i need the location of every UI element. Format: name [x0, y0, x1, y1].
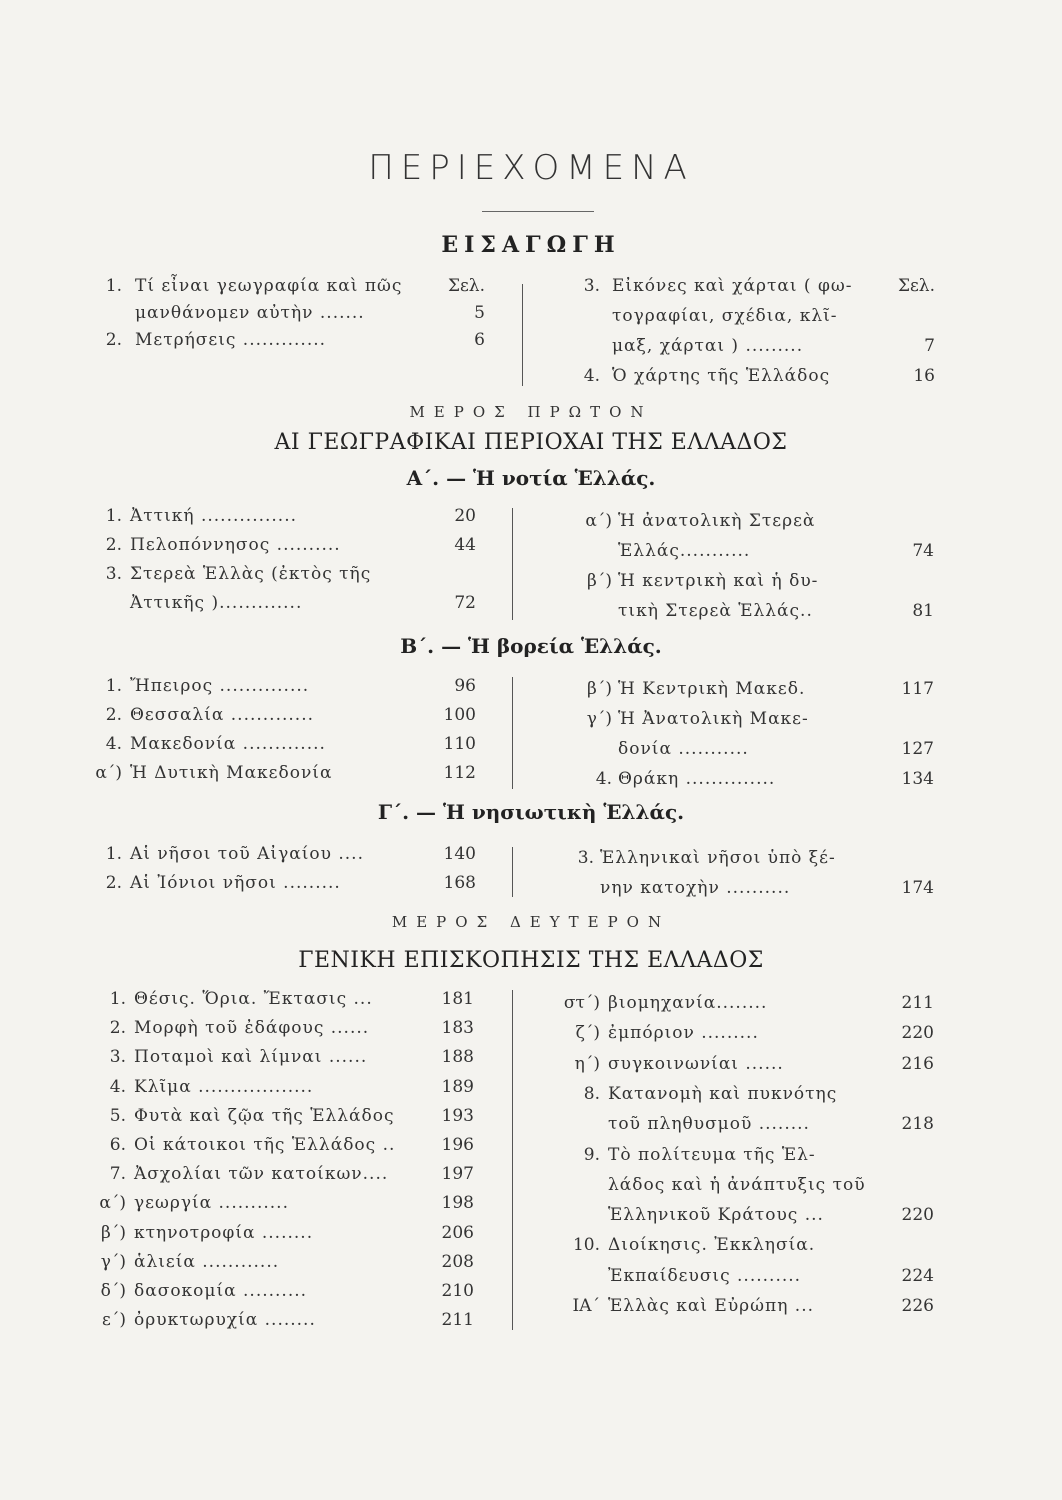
entry-title: Ἡ ἀνατολικὴ Στερεὰ: [618, 511, 816, 531]
entry-page: 96: [454, 676, 476, 696]
entry-number: 1.: [105, 276, 122, 296]
entry-page: 216: [901, 1053, 934, 1074]
entry-number: 9.: [583, 1144, 600, 1165]
entry-title: Αἱ Ἰόνιοι νῆσοι .........: [130, 873, 341, 893]
entry-title: ὀρυκτωρυχία ........: [134, 1310, 316, 1331]
entry-title: Ποταμοὶ καὶ λίμναι ......: [134, 1047, 368, 1068]
entry-number: α΄): [99, 1193, 126, 1214]
entry-page: 127: [901, 739, 934, 759]
entry-page: 197: [441, 1164, 474, 1185]
entry-number: β΄): [587, 571, 612, 591]
entry-page: 134: [901, 769, 934, 789]
entry-page: 112: [443, 763, 476, 783]
entry-number: 4.: [595, 769, 612, 789]
entry-number: 3.: [583, 276, 600, 296]
entry-page: 44: [454, 535, 476, 555]
entry-page: 140: [443, 844, 476, 864]
entry-title: Ἀττική ...............: [130, 506, 298, 526]
entry-page: 7: [924, 336, 935, 356]
entry-page: 72: [454, 593, 476, 613]
entry-number: 2.: [109, 1018, 126, 1039]
entry-page: 110: [443, 734, 476, 754]
entry-number: δ΄): [100, 1281, 126, 1301]
entry-title: δασοκομία ..........: [134, 1281, 308, 1301]
entry-number: 8.: [583, 1083, 600, 1104]
entry-title: ἐμπόριον .........: [608, 1023, 759, 1044]
column-divider: [512, 847, 513, 897]
entry-title: Αἱ νῆσοι τοῦ Αἰγαίου ....: [130, 844, 364, 864]
entry-title: Ἑλλάς...........: [618, 541, 751, 561]
entry-number: 1.: [105, 844, 122, 864]
part1-label: ΜΕΡΟΣ ΠΡΩΤΟΝ: [409, 403, 653, 421]
entry-title: Οἱ κάτοικοι τῆς Ἑλλάδος ..: [134, 1135, 396, 1155]
entry-title: ἁλιεία ............: [134, 1251, 280, 1272]
title-divider: [482, 211, 594, 212]
section-c-heading: Γ΄. — Ἡ νησιωτικὴ Ἑλλάς.: [377, 800, 685, 824]
entry-page: 74: [912, 541, 934, 561]
entry-page: 20: [454, 506, 476, 526]
column-divider: [512, 990, 513, 1330]
entry-number: β΄): [101, 1222, 126, 1243]
entry-number: 2.: [105, 535, 122, 555]
column-divider: [512, 508, 513, 620]
entry-number: ΙΑ΄: [572, 1296, 600, 1316]
entry-number: η΄): [574, 1053, 600, 1074]
entry-title: Μορφὴ τοῦ ἐδάφους ......: [134, 1018, 370, 1039]
entry-page: 226: [901, 1296, 934, 1316]
entry-page: 5: [474, 303, 485, 323]
entry-title: Θράκη ..............: [618, 769, 776, 789]
entry-title: Θέσις. Ὅρια. Ἔκτασις ...: [134, 989, 373, 1009]
entry-number: 4.: [583, 366, 600, 386]
entry-page: 220: [901, 1205, 934, 1226]
entry-title: μανθάνομεν αὐτὴν .......: [135, 303, 365, 323]
entry-page: 196: [441, 1135, 474, 1155]
entry-title: λάδος καὶ ἡ ἀνάπτυξις τοῦ: [608, 1174, 866, 1195]
entry-number: 4.: [109, 1076, 126, 1097]
entry-number: 6.: [109, 1135, 126, 1155]
entry-page: 193: [441, 1105, 474, 1126]
entry-page: 181: [441, 989, 474, 1009]
entry-page: 218: [901, 1114, 934, 1135]
entry-page: 6: [474, 330, 485, 350]
entry-number: α΄): [95, 763, 122, 783]
entry-page: 189: [441, 1076, 474, 1097]
entry-title: Ὁ χάρτης τῆς Ἑλλάδος: [612, 366, 831, 386]
entry-title: Ἑλληνικοῦ Κράτους ...: [608, 1205, 824, 1226]
page-title: ΠΕΡΙΕΧΟΜΕΝΑ: [368, 148, 694, 188]
entry-title: Ἤπειρος ..............: [130, 676, 310, 696]
entry-page: 210: [441, 1281, 474, 1301]
entry-title: γεωργία ...........: [134, 1193, 289, 1214]
entry-page: 183: [441, 1018, 474, 1039]
entry-title: Θεσσαλία .............: [130, 705, 315, 725]
entry-title: Πελοπόννησος ..........: [130, 535, 341, 555]
entry-page: 208: [441, 1251, 474, 1272]
entry-title: Ἡ Κεντρικὴ Μακεδ.: [618, 679, 806, 699]
entry-title: Ἐκπαίδευσις ..........: [608, 1265, 802, 1286]
entry-title: Διοίκησις. Ἐκκλησία.: [608, 1235, 816, 1256]
entry-page: 168: [443, 873, 476, 893]
column-divider: [522, 284, 523, 386]
entry-number: γ΄): [586, 709, 612, 729]
entry-title: Μετρήσεις .............: [135, 330, 327, 350]
entry-title: Μακεδονία .............: [130, 734, 326, 754]
entry-title: συγκοινωνίαι ......: [608, 1053, 784, 1074]
entry-number: 3.: [577, 848, 594, 868]
entry-number: στ΄): [563, 993, 600, 1013]
entry-page: 206: [441, 1222, 474, 1243]
entry-title: τικὴ Στερεὰ Ἑλλάς..: [618, 601, 813, 621]
entry-number: α΄): [585, 511, 612, 531]
entry-title: Τί εἶναι γεωγραφία καὶ πῶς: [135, 276, 403, 296]
entry-title: Ἡ Ἀνατολικὴ Μακε-: [618, 709, 809, 729]
entry-number: 2.: [105, 330, 122, 350]
part2-label: ΜΕΡΟΣ ΔΕΥΤΕΡΟΝ: [391, 913, 671, 931]
entry-page: 211: [901, 993, 934, 1013]
entry-number: 2.: [105, 705, 122, 725]
entry-page: 81: [912, 601, 934, 621]
entry-number: β΄): [587, 679, 612, 699]
entry-number: 3.: [105, 564, 122, 584]
entry-number: 5.: [109, 1105, 126, 1126]
intro-heading: ΕΙΣΑΓΩΓΗ: [441, 232, 621, 258]
entry-number: 2.: [105, 873, 122, 893]
entry-number: 1.: [109, 989, 126, 1009]
entry-title: μαξ, χάρται ) .........: [612, 336, 804, 356]
entry-number: γ΄): [100, 1251, 126, 1272]
part1-heading: ΑΙ ΓΕΩΓΡΑΦΙΚΑΙ ΠΕΡΙΟΧΑΙ ΤΗΣ ΕΛΛΑΔΟΣ: [274, 430, 788, 455]
entry-title: Ἑλληνικαὶ νῆσοι ὑπὸ ξέ-: [600, 848, 836, 868]
entry-page: 188: [441, 1047, 474, 1068]
entry-title: τογραφίαι, σχέδια, κλῖ-: [612, 306, 838, 326]
entry-title: Ἀσχολίαι τῶν κατοίκων....: [134, 1164, 389, 1185]
entry-title: Ἡ κεντρικὴ καὶ ἡ δυ-: [618, 571, 819, 591]
entry-number: 3.: [109, 1047, 126, 1068]
entry-number: 4.: [105, 734, 122, 754]
entry-number: 7.: [109, 1164, 126, 1185]
entry-number: 10.: [572, 1235, 600, 1256]
entry-title: τοῦ πληθυσμοῦ ........: [608, 1114, 810, 1135]
entry-title: Ἑλλὰς καὶ Εὐρώπη ...: [608, 1296, 815, 1316]
entry-title: Εἰκόνες καὶ χάρται ( φω-: [612, 276, 853, 296]
entry-title: δονία ...........: [618, 739, 749, 759]
entry-title: Ἀττικῆς ).............: [130, 593, 303, 613]
entry-page: 174: [901, 878, 934, 898]
entry-number: ε΄): [102, 1310, 126, 1331]
entry-title: βιομηχανία........: [608, 993, 768, 1013]
entry-number: 1.: [105, 506, 122, 526]
part2-heading: ΓΕΝΙΚΗ ΕΠΙΣΚΟΠΗΣΙΣ ΤΗΣ ΕΛΛΑΔΟΣ: [298, 948, 764, 973]
entry-title: Στερεὰ Ἑλλὰς (ἐκτὸς τῆς: [130, 564, 372, 584]
entry-page: Σελ.: [447, 276, 485, 296]
entry-number: 1.: [105, 676, 122, 696]
entry-title: Τὸ πολίτευμα τῆς Ἑλ-: [608, 1144, 816, 1165]
entry-page: 117: [901, 679, 934, 699]
entry-page: 224: [901, 1265, 934, 1286]
entry-page: 220: [901, 1023, 934, 1044]
entry-page: Σελ.: [897, 276, 935, 296]
entry-title: κτηνοτροφία ........: [134, 1222, 314, 1243]
section-a-heading: Α΄. — Ἡ νοτία Ἑλλάς.: [406, 466, 656, 490]
entry-title: Ἡ Δυτικὴ Μακεδονία: [130, 763, 333, 783]
entry-title: Κατανομὴ καὶ πυκνότης: [608, 1083, 838, 1104]
section-b-heading: Β΄. — Ἡ βορεία Ἑλλάς.: [400, 634, 662, 658]
entry-page: 211: [441, 1310, 474, 1331]
entry-title: Φυτὰ καὶ ζῷα τῆς Ἑλλάδος: [134, 1105, 395, 1126]
entry-title: νην κατοχὴν ..........: [600, 878, 791, 898]
entry-title: Κλῖμα ..................: [134, 1076, 314, 1097]
entry-number: ζ΄): [575, 1023, 600, 1044]
column-divider: [512, 677, 513, 789]
entry-page: 16: [913, 366, 935, 386]
entry-page: 198: [441, 1193, 474, 1214]
entry-page: 100: [443, 705, 476, 725]
